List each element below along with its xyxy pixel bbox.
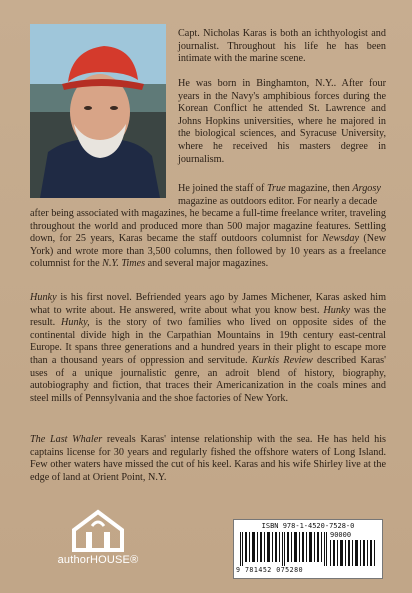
bio-paragraph-career <box>30 208 386 271</box>
house-emblem-icon <box>52 508 144 554</box>
publisher-name: authorHOUSE® <box>57 554 139 566</box>
bio-paragraph-intro <box>178 28 386 66</box>
whaler-text: reveals Karas' intense relationship with the sea. He has held his captains license for 30 years and regularly fished the offshore waters of Long Island. Few other waters have missed the cut of his keel. Karas and his wife Shirley live at the edge of land at Orient Point, N.Y. <box>30 434 386 483</box>
bio-education-text: He was born in Binghamton, N.Y.. After four years in the Navy's amphibious forces during the Korean Conflict he attended St. Lawrence and Johns Hopkins universities, where he majored in the biological sciences, and Syracuse University, where he received his masters degree in journalism. <box>178 78 386 165</box>
price-barcode-bars <box>330 540 376 566</box>
hunky-title-3: Hunky, <box>61 317 90 329</box>
career-text-3: magazine as outdoors editor. For nearly a decade <box>178 195 378 207</box>
isbn-barcode <box>233 519 383 579</box>
career-text-2: magazine, then <box>285 183 353 194</box>
career-text-5: (New York) and wrote more than 3,500 columns, then followed by 10 years as a freelance columnist for the <box>30 233 386 270</box>
kirkus-review-title: Kurkis Review <box>251 354 313 366</box>
career-text-6: and several major magazines. <box>145 258 269 270</box>
true-magazine-title: True <box>266 183 286 194</box>
price-code: 90000 <box>330 531 352 539</box>
whaler-paragraph <box>30 434 386 484</box>
hunky-title-1: Hunky <box>30 292 57 303</box>
barcode-digits: 9 781452 075280 <box>236 566 304 574</box>
ean-barcode-bars <box>240 532 328 566</box>
novel-text-a: is his first novel. Befriended years ago by James Michener, Karas asked him what to write about. He answered, write about what you know best. <box>30 292 386 316</box>
author-photo <box>30 24 166 198</box>
bio-paragraph-career-start <box>178 183 386 208</box>
bio-paragraph-education <box>178 78 386 166</box>
isbn-number: ISBN 978-1-4520-7528-0 <box>261 522 355 530</box>
authorhouse-logo <box>52 508 142 570</box>
novel-text-c: is the story of two families who lived on opposite sides of the continental divide high in the Carpathian Mountains in 19th century east-central Europe. It spans three generations and a hundred years in their plight to escape more than a thousand years of oppression and servitude. <box>30 317 386 366</box>
nyt-title: N.Y. Times <box>102 258 146 270</box>
novel-paragraph <box>30 292 386 405</box>
author-portrait-drawing <box>30 24 166 198</box>
career-text-1: He joined the staff of <box>178 183 267 194</box>
novel-text-b: was the result. <box>30 304 386 329</box>
last-whaler-title: The Last Whaler <box>30 434 103 445</box>
argosy-magazine-title: Argosy <box>352 183 381 194</box>
bio-intro-text: Capt. Nicholas Karas is both an ichthyologist and journalist. Throughout his life he has been intimate with the marine scene. <box>178 28 386 65</box>
novel-text-d: described Karas' uses of a unique journalistic genre, an adroit blend of history, biography, autobiography and fiction, that traces their Americanization in the coals mines and steel mills of Pennsylvania and the shoe factories of New York. <box>30 354 386 404</box>
career-text-4: after being associated with magazines, he became a full-time freelance writer, traveling throughout the world and produced more than 500 major magazine features. Settling down, for 25 years, Karas became the staff outdoors columnist for <box>30 208 386 245</box>
hunky-title-2: Hunky <box>323 304 350 316</box>
newsday-title: Newsday <box>322 233 359 245</box>
